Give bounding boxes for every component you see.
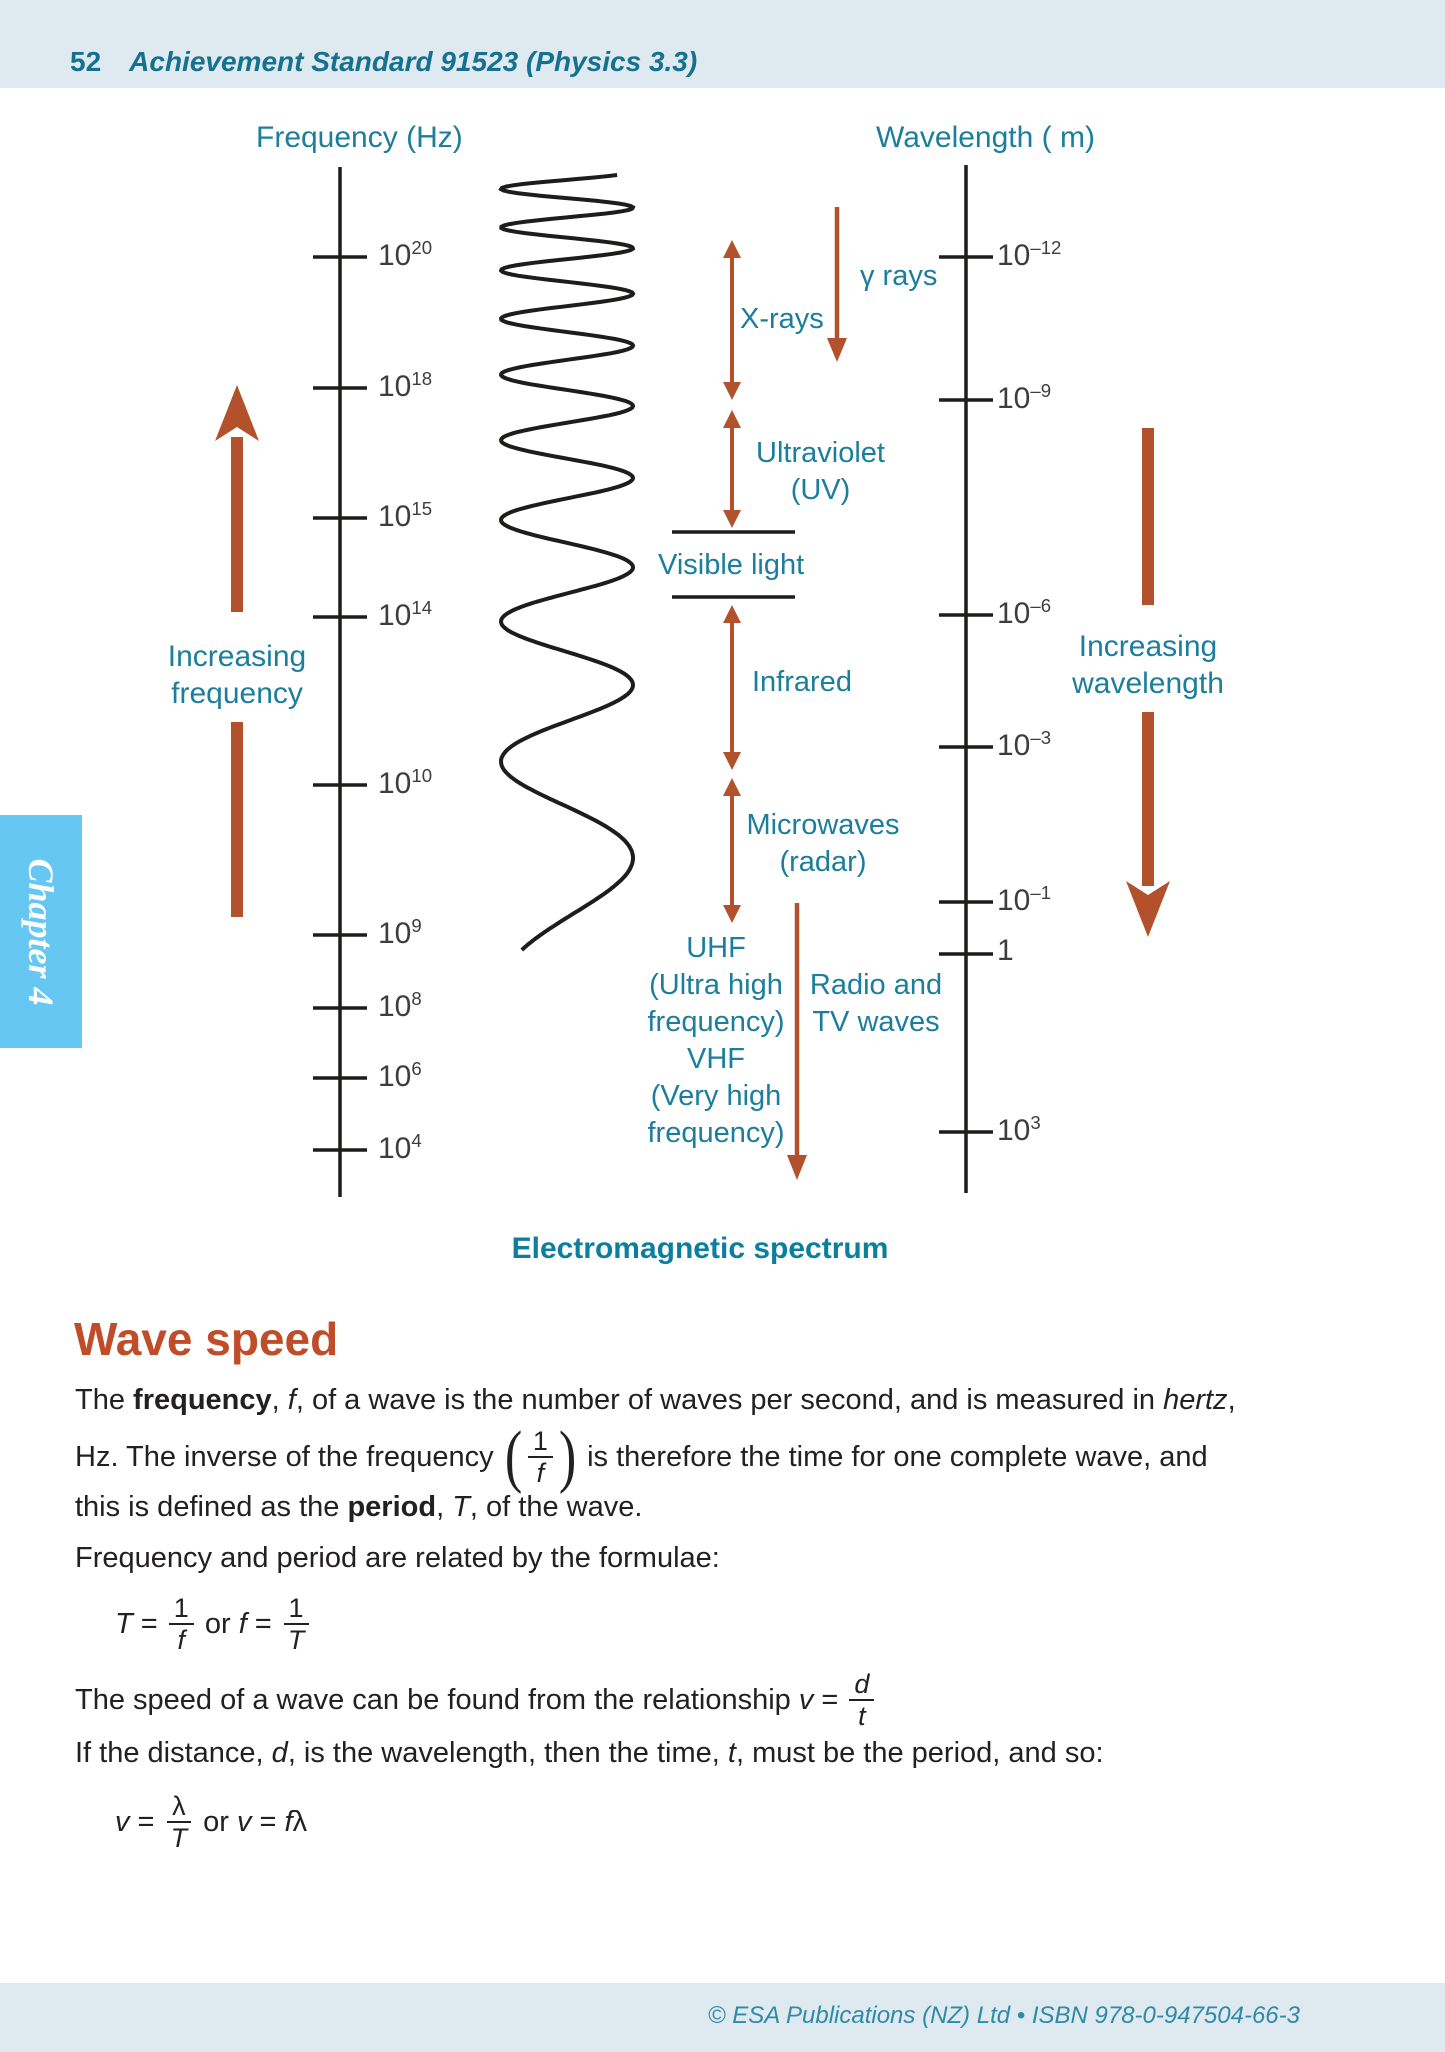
tick-label: $10^{10}$ bbox=[378, 765, 433, 800]
frequency-axis-title: Frequency (Hz) bbox=[256, 121, 463, 154]
band-label-ultraviolet: Ultraviolet (UV) bbox=[756, 437, 885, 506]
body-line: Frequency and period are related by the formulae: bbox=[75, 1542, 720, 1574]
em-wave-curve bbox=[501, 175, 633, 950]
band-label-visible-light: Visible light bbox=[658, 549, 805, 581]
tick-label: $10^{-1}$ bbox=[997, 882, 1052, 917]
band-label-radio-tv: Radio and TV waves bbox=[809, 969, 943, 1038]
chapter-tab-label: Chapter 4 bbox=[21, 857, 61, 1006]
wavelength-axis-ticks bbox=[939, 257, 993, 1132]
tick-label: $10^{-12}$ bbox=[997, 237, 1062, 272]
footer-imprint: © ESA Publications (NZ) Ltd • ISBN 978-0-947504-66-3 bbox=[707, 2002, 1300, 2029]
band-label-gamma-rays: γ rays bbox=[860, 260, 938, 292]
tick-label: $10^{-3}$ bbox=[997, 727, 1052, 762]
band-label-x-rays: X-rays bbox=[740, 303, 824, 335]
tick-label: $10^{-6}$ bbox=[997, 595, 1052, 630]
body-line: The speed of a wave can be found from the relationship v = $\frac{d}{t}$ bbox=[75, 1664, 877, 1736]
body-line: this is defined as the period, T, of the wave. bbox=[75, 1491, 643, 1523]
tick-label: 1 bbox=[997, 934, 1014, 967]
increasing-wavelength-label: Increasing wavelength bbox=[1072, 630, 1224, 700]
body-line: Hz. The inverse of the frequency ( $\frac{1}{f}$ ) is therefore the time for one complete wave, and bbox=[75, 1417, 1208, 1495]
section-heading: Wave speed bbox=[74, 1313, 339, 1365]
body-line: The frequency, f, of a wave is the number of waves per second, and is measured in hertz, bbox=[75, 1384, 1236, 1416]
formula-wave-speed: v = $\frac{\lambda}{T}$ or v = f λ bbox=[115, 1790, 308, 1853]
formula-period-frequency: T = $\frac{1}{f}$ or f = $\frac{1}{T}$ bbox=[115, 1588, 312, 1660]
band-label-microwaves: Microwaves (radar) bbox=[746, 809, 900, 878]
tick-label: $10^{18}$ bbox=[378, 368, 433, 403]
tick-label: $10^{20}$ bbox=[378, 237, 433, 272]
tick-label: $10^{15}$ bbox=[378, 498, 433, 533]
increasing-frequency-label: Increasing frequency bbox=[167, 640, 307, 710]
tick-label: $10^3$ bbox=[997, 1112, 1041, 1147]
page-number: 52 bbox=[70, 46, 102, 77]
band-label-infrared: Infrared bbox=[752, 666, 852, 698]
tick-label: $10^{-9}$ bbox=[997, 380, 1052, 415]
body-line: If the distance, d, is the wavelength, then the time, t, must be the period, and so: bbox=[75, 1737, 1104, 1769]
wavelength-axis-title: Wavelength ( m) bbox=[876, 121, 1095, 154]
tick-label: $10^8$ bbox=[378, 988, 422, 1023]
band-label-uhf-vhf: UHF (Ultra high frequency) VHF (Very high frequency) bbox=[647, 932, 785, 1149]
tick-label: $10^6$ bbox=[378, 1058, 422, 1093]
header-title: Achievement Standard 91523 (Physics 3.3) bbox=[129, 46, 698, 77]
tick-label: $10^9$ bbox=[378, 915, 422, 950]
page-header bbox=[70, 46, 697, 78]
chapter-tab bbox=[0, 815, 82, 1048]
diagram-caption: Electromagnetic spectrum bbox=[511, 1232, 889, 1265]
tick-label: $10^{14}$ bbox=[378, 597, 433, 632]
tick-label: $10^4$ bbox=[378, 1130, 422, 1165]
